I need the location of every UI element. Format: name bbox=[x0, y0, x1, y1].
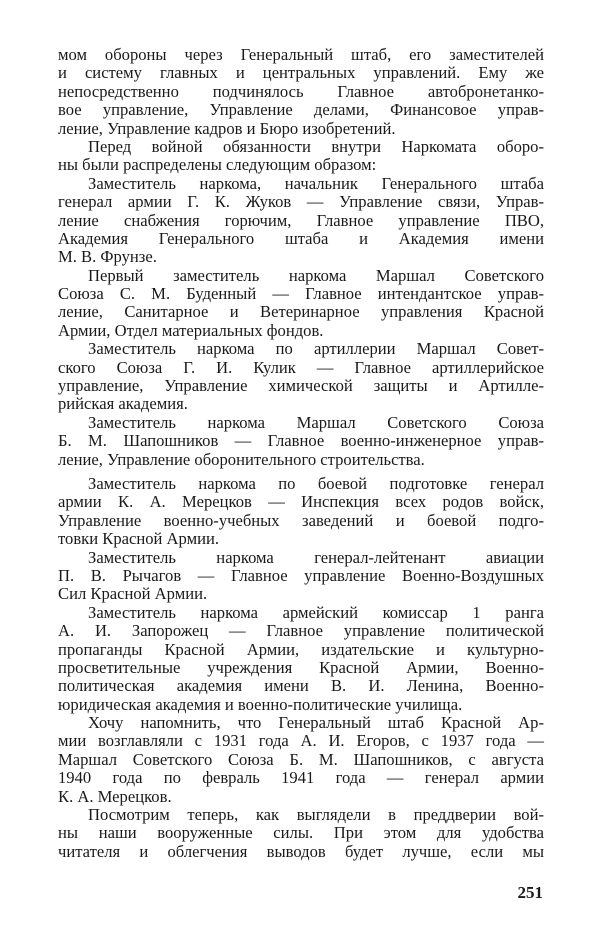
text-line: товки Красной Армии. bbox=[58, 529, 219, 549]
text-line: П. В. Рычагов — Главное управление Военно-Воздушных bbox=[58, 565, 544, 585]
text-line: Заместитель наркома Маршал Советского Союза bbox=[88, 412, 544, 432]
text-line: 1940 года по февраль 1941 года — генерал армии bbox=[58, 768, 544, 788]
paragraph bbox=[58, 806, 544, 861]
text-line: просветительные учреждения Красной Армии, Военно- bbox=[58, 657, 544, 677]
text-line: вое управление, Управление делами, Финансовое управ- bbox=[58, 100, 544, 120]
text-line: ны наши вооруженные силы. При этом для удобства bbox=[58, 823, 544, 843]
paragraph bbox=[58, 138, 544, 175]
text-line: Маршал Советского Союза Б. М. Шапошников, с августа bbox=[58, 749, 544, 769]
text-line: Заместитель наркома по боевой подготовке генерал bbox=[88, 473, 544, 493]
text-line: читателя и облегчения выводов будет лучше, если мы bbox=[58, 841, 544, 861]
paragraph bbox=[58, 414, 544, 469]
text-line: Армии, Отдел материальных фондов. bbox=[58, 320, 324, 340]
text-line: мии возглавляли с 1931 года А. И. Егоров, с 1937 года — bbox=[58, 731, 544, 751]
text-line: армии К. А. Мерецков — Инспекция всех родов войск, bbox=[58, 492, 544, 512]
text-line: юридическая академия и военно-политические училища. bbox=[58, 694, 463, 714]
text-line: ны были распределены следующим образом: bbox=[58, 155, 377, 175]
text-line: М. В. Фрунзе. bbox=[58, 247, 157, 267]
text-line: Управление военно-учебных заведений и боевой подго- bbox=[58, 510, 544, 530]
paragraph bbox=[58, 604, 544, 714]
text-line: Союза С. М. Буденный — Главное интендантское управ- bbox=[58, 284, 544, 304]
text-line: ление, Управление кадров и Бюро изобретений. bbox=[58, 118, 396, 138]
text-line: Хочу напомнить, что Генеральный штаб Красной Ар- bbox=[88, 713, 544, 733]
paragraph bbox=[58, 714, 544, 806]
text-line: ление снабжения горючим, Главное управление ПВО, bbox=[58, 210, 544, 230]
text-line: ление, Санитарное и Ветеринарное управления Красной bbox=[58, 302, 544, 322]
text-line: пропаганды Красной Армии, издательские и культурно- bbox=[58, 639, 544, 659]
paragraph bbox=[58, 267, 544, 341]
paragraph bbox=[58, 340, 544, 414]
paragraph bbox=[58, 475, 544, 549]
text-line: Посмотрим теперь, как выглядели в преддверии вой- bbox=[88, 805, 544, 825]
text-line: ление, Управление оборонительного строительства. bbox=[58, 449, 425, 469]
text-line: рийская академия. bbox=[58, 394, 188, 414]
text-line: ского Союза Г. И. Кулик — Главное артиллерийское bbox=[58, 357, 544, 377]
text-line: непосредственно подчинялось Главное автобронетанко- bbox=[58, 81, 544, 101]
text-line: управление, Управление химической защиты и Артилле- bbox=[58, 376, 544, 396]
text-line: К. А. Мерецков. bbox=[58, 786, 172, 806]
text-line: Перед войной обязанности внутри Наркомата оборо- bbox=[88, 136, 544, 156]
book-page-text bbox=[58, 46, 544, 861]
page-number: 251 bbox=[517, 883, 543, 902]
text-line: Сил Красной Армии. bbox=[58, 584, 208, 604]
paragraph bbox=[58, 46, 544, 138]
text-line: Заместитель наркома армейский комиссар 1 ранга bbox=[88, 602, 544, 622]
text-line: Заместитель наркома генерал-лейтенант авиации bbox=[88, 547, 544, 567]
text-line: Первый заместитель наркома Маршал Советского bbox=[88, 265, 544, 285]
text-line: и систему главных и центральных управлений. Ему же bbox=[58, 63, 544, 83]
text-line: генерал армии Г. К. Жуков — Управление связи, Управ- bbox=[58, 192, 544, 212]
paragraph bbox=[58, 175, 544, 267]
text-line: Б. М. Шапошников — Главное военно-инженерное управ- bbox=[58, 431, 544, 451]
text-line: Заместитель наркома по артиллерии Маршал Совет- bbox=[88, 339, 544, 359]
text-line: Заместитель наркома, начальник Генерального штаба bbox=[88, 173, 544, 193]
text-line: Академия Генерального штаба и Академия имени bbox=[58, 228, 544, 248]
text-line: политическая академия имени В. И. Ленина, Военно- bbox=[58, 676, 544, 696]
text-line: А. И. Запорожец — Главное управление политической bbox=[58, 621, 544, 641]
paragraph bbox=[58, 549, 544, 604]
text-line: мом обороны через Генеральный штаб, его заместителей bbox=[58, 45, 544, 64]
